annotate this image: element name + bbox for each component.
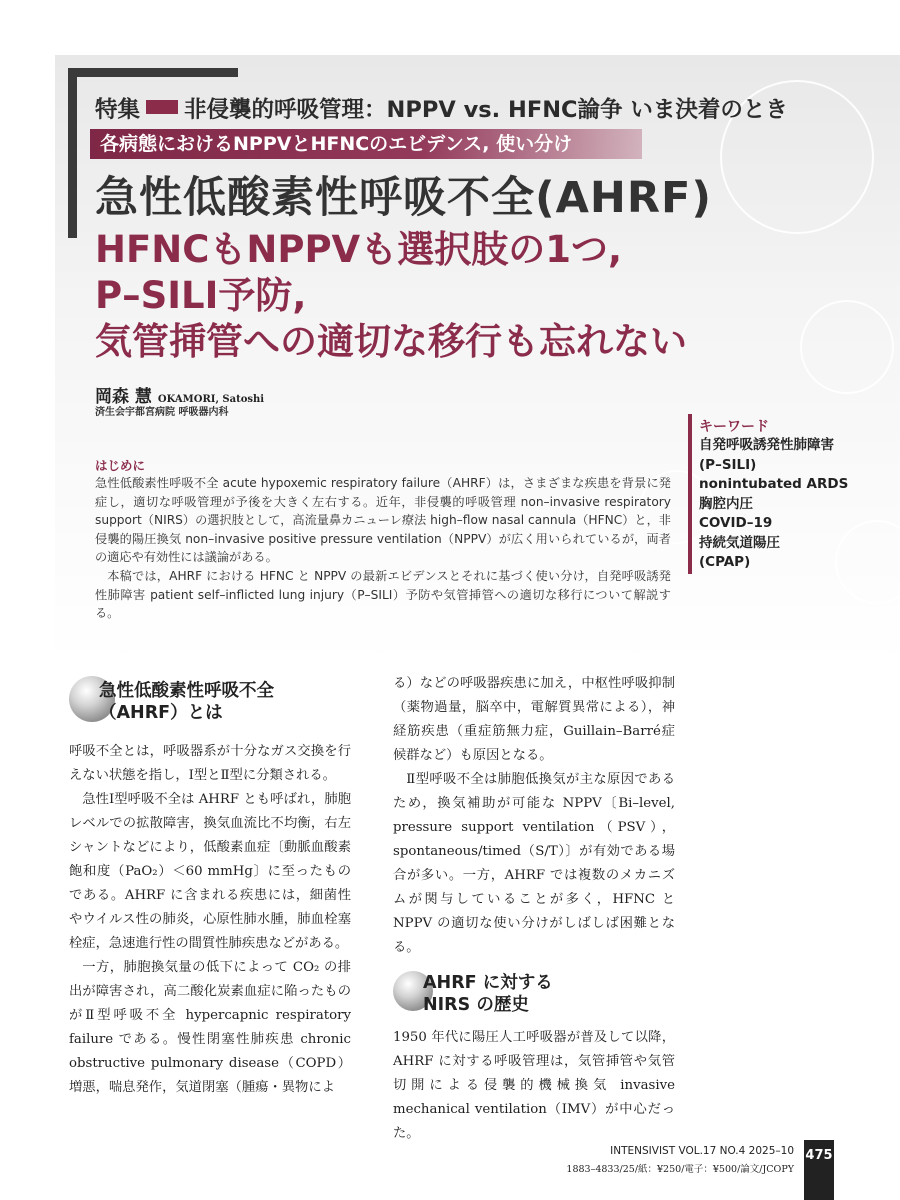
article-subtitle xyxy=(95,227,687,365)
title-bracket xyxy=(68,68,77,238)
keyword-item: (CPAP) xyxy=(699,554,751,570)
keyword-list xyxy=(699,436,848,573)
page-number: 475 xyxy=(804,1140,834,1200)
keyword-item: COVID–19 xyxy=(699,515,773,531)
section-title xyxy=(423,972,553,1016)
section-title-line: （AHRF）とは xyxy=(99,703,223,723)
author-affiliation: 済生会宇都宮病院 呼吸器内科 xyxy=(95,407,229,418)
section-title xyxy=(99,680,274,724)
body-paragraph: 1950 年代に陽圧人工呼吸器が普及して以降，AHRF に対する呼吸管理は，気管挿管や気管切開による侵襲的機械換気 invasive mechanical ventilation（IMV）が中心だった。 xyxy=(393,1030,675,1141)
keyword-item: 持続気道陽圧 xyxy=(699,534,780,551)
intro-paragraph: 急性低酸素性呼吸不全 acute hypoxemic respiratory failure（AHRF）は，さまざまな疾患を背景に発症し，適切な呼吸管理が予後を大きく左右する。近年，非侵襲的呼吸管理 non–invasive respiratory support（NIRS）の選択肢として，高流量鼻カニューレ療法 high–flow nasal cannula（HFNC）と，非侵襲的陽圧換気 non–invasive positive pressure ventilation（NPPV）が広く用いられているが，両者の適応や有効性には議論がある。 xyxy=(95,476,671,565)
intro-paragraph: 本稿では，AHRF における HFNC と NPPV の最新エビデンスとそれに基づく使い分け，自発呼吸誘発性肺障害 patient self–inflicted lung injury（P–SILI）予防や気管挿管への適切な移行について解説する。 xyxy=(95,568,671,621)
decorative-circle xyxy=(800,300,894,394)
keyword-item: nonintubated ARDS xyxy=(699,476,849,492)
body-paragraph: Ⅱ型呼吸不全は肺胞低換気が主な原因であるため，換気補助が可能な NPPV〔Bi–level, pressure support ventilation（PSV），spontaneous/timed（S/T）〕が有効である場合が多い。一方，AHRF では複数のメカニズムが関与していることが多く，HFNC と NPPV の適切な使い分けがしばしば困難となる。 xyxy=(393,772,675,955)
section-heading xyxy=(393,968,675,1022)
body-column-left xyxy=(69,672,351,1100)
publication-meta: 1883–4833/25/紙：¥250/電子：¥500/論文/JCOPY xyxy=(566,1164,794,1175)
series-title: 非侵襲的呼吸管理：NPPV vs. HFNC論争 いま決着のとき xyxy=(184,97,788,123)
keyword-panel xyxy=(688,414,900,574)
article-subtitle-line: 気管挿管への適切な移行も忘れない xyxy=(95,320,687,363)
body-paragraph: る）などの呼吸器疾患に加え，中枢性呼吸抑制（薬物過量，脳卒中，電解質異常による），神経筋疾患（重症筋無力症，Guillain–Barré症候群など）も原因となる。 xyxy=(393,676,675,763)
title-bracket xyxy=(68,68,238,77)
section-heading xyxy=(69,672,351,736)
section-title-line: NIRS の歴史 xyxy=(423,995,529,1015)
body-column-right xyxy=(393,672,675,1146)
keyword-item: (P–SILI) xyxy=(699,456,757,473)
section-subtitle-bar: 各病態におけるNPPVとHFNCのエビデンス, 使い分け xyxy=(90,129,642,159)
keyword-item: 胸腔内圧 xyxy=(699,495,753,512)
keyword-heading: キーワード xyxy=(699,419,769,435)
body-paragraph: 一方，肺胞換気量の低下によって CO₂ の排出が障害され，高二酸化炭素血症に陥ったものがⅡ型呼吸不全 hypercapnic respiratory failure である。慢性閉塞性肺疾患 chronic obstructive pulmonary disease（COPD）増悪，喘息発作，気道閉塞（腫瘍・異物によ xyxy=(69,960,351,1095)
intro-heading: はじめに xyxy=(95,458,146,473)
journal-info: INTENSIVIST VOL.17 NO.4 2025–10 xyxy=(610,1145,794,1157)
section-title-line: 急性低酸素性呼吸不全 xyxy=(99,681,274,701)
article-subtitle-line: P–SILI予防, xyxy=(95,274,307,317)
section-title-line: AHRF に対する xyxy=(423,973,553,993)
article-subtitle-line: HFNCもNPPVも選択肢の1つ, xyxy=(95,228,622,271)
series-separator xyxy=(146,100,178,114)
author-name: 岡森 慧 xyxy=(95,387,152,407)
body-paragraph: 急性Ⅰ型呼吸不全は AHRF とも呼ばれ，肺胞レベルでの拡散障害，換気血流比不均衡，右左シャントなどにより，低酸素血症〔動脈血酸素飽和度（PaO₂）＜60 mmHg〕に至ったものである。AHRF に含まれる疾患には，細菌性やウイルス性の肺炎，心原性肺水腫，肺血栓塞栓症，急速進行性の間質性肺疾患などがある。 xyxy=(69,792,351,951)
series-label: 特集 xyxy=(95,97,141,123)
intro-abstract xyxy=(95,474,671,623)
keyword-item: 自発呼吸誘発性肺障害 xyxy=(699,437,834,453)
article-title: 急性低酸素性呼吸不全(AHRF) xyxy=(95,173,713,223)
series-heading xyxy=(95,92,788,124)
author-name-latin: OKAMORI, Satoshi xyxy=(157,394,265,405)
body-paragraph: 呼吸不全とは，呼吸器系が十分なガス交換を行えない状態を指し，Ⅰ型とⅡ型に分類される。 xyxy=(69,744,351,783)
keyword-accent-bar xyxy=(688,414,692,574)
